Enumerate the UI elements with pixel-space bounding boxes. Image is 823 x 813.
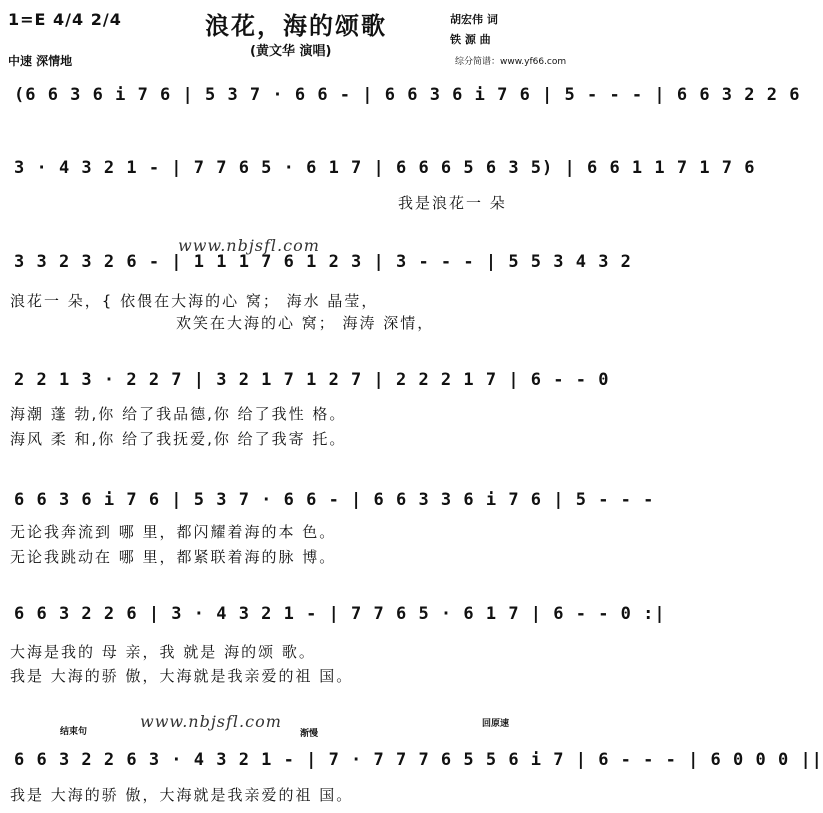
score-row-5-notes: 6 6 3 6 i 7 6 | 5 3 7 · 6 6 - | 6 6 3 3 6 i 7 6 | 5 - - - [14,490,655,510]
score-row-6-lyric-2: 我是 大海的骄 傲，大海就是我亲爱的祖 国。 [10,667,354,685]
author-credits [450,10,498,50]
score-row-4-lyric-1: 海潮 蓬 勃,你 给了我品德,你 给了我性 格。 [10,405,347,423]
score-row-3-notes: 3 3 2 3 2 6 - | 1 1 1 7 6 1 2 3 | 3 - - - | 5 5 3 4 3 2 [14,252,632,272]
score-row-6-notes: 6 6 3 2 2 6 | 3 · 4 3 2 1 - | 7 7 6 5 · 6 1 7 | 6 - - 0 :| [14,604,666,624]
score-row-3-lyric-2: 欢笑在大海的心 窝； 海涛 深情， [176,314,435,332]
watermark: www.nbjsfl.com [178,236,320,255]
score-row-3-lyric-1: 浪花一 朵，{ 依偎在大海的心 窝； 海水 晶莹， [10,292,379,310]
mark-ending: 结束句 [60,727,88,737]
watermark: www.nbjsfl.com [140,712,282,731]
score-row-7-lyric: 我是 大海的骄 傲，大海就是我亲爱的祖 国。 [10,786,354,804]
tempo-marking: 中速 深情地 [8,54,73,68]
mark-a-tempo: 回原速 [482,719,510,729]
score-row-7-notes: 6 6 3 2 2 6 3 · 4 3 2 1 - | 7 · 7 7 7 6 5 5 6 i 7 | 6 - - - | 6 0 0 0 || [14,750,823,770]
composer-credit: 铁 源 曲 [450,33,491,46]
singer-credit: (黄文华 演唱) [250,44,332,59]
score-row-5-lyric-2: 无论我跳动在 哪 里，都紧联着海的脉 博。 [10,548,337,566]
song-title: 浪花，海的颂歌 [205,12,387,40]
lyricist-credit: 胡宏伟 词 [450,13,498,26]
key-signature: 1=E 4/4 2/4 [8,10,122,29]
score-row-1-notes: (6 6 3 6 i 7 6 | 5 3 7 · 6 6 - | 6 6 3 6 i 7 6 | 5 - - - | 6 6 3 2 2 6 [14,85,801,105]
score-row-2-notes: 3 · 4 3 2 1 - | 7 7 6 5 · 6 1 7 | 6 6 6 5 6 3 5) | 6 6 1 1 7 1 7 6 [14,158,756,178]
score-row-2-lyric: 我是浪花一 朵 [398,194,507,212]
score-row-6-lyric-1: 大海是我的 母 亲，我 就是 海的颂 歌。 [10,643,316,661]
score-row-4-lyric-2: 海风 柔 和,你 给了我抚爱,你 给了我寄 托。 [10,430,347,448]
mark-ritardando: 渐慢 [300,729,319,739]
score-row-4-notes: 2 2 1 3 · 2 2 7 | 3 2 1 7 1 2 7 | 2 2 2 1 7 | 6 - - 0 [14,370,610,390]
score-row-5-lyric-1: 无论我奔流到 哪 里，都闪耀着海的本 色。 [10,523,337,541]
source-site: 综分简谱：www.yf66.com [455,57,567,67]
